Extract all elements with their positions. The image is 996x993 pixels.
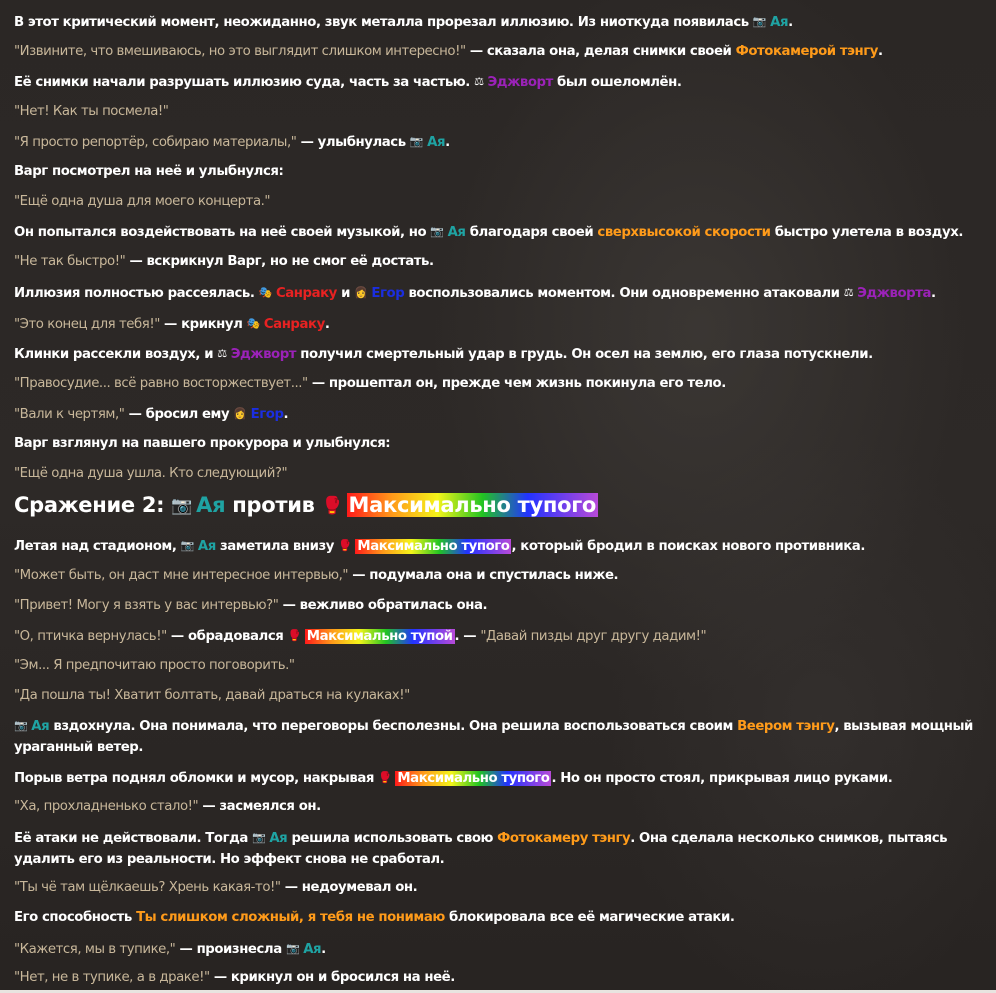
character-aya: Ая — [197, 539, 216, 554]
item-tengu-camera: Фотокамеру тэнгу — [497, 831, 631, 846]
camera-icon: 📷 — [14, 719, 28, 732]
paragraph: Варг посмотрел на неё и улыбнулся: — [14, 164, 284, 179]
paragraph: "О, птичка вернулась!" — обрадовался 🥊 Максимально тупой . — "Давай пизды друг другу дадим!" — [14, 629, 707, 644]
character-aya: Ая — [269, 831, 288, 846]
camera-icon: 📷 — [409, 135, 424, 148]
paragraph: 📷 Ая вздохнула. Она понимала, что переговоры бесполезны. Она решила воспользоваться своим Веером тэнгу, вызывая мощный ураганный ветер. — [14, 719, 973, 755]
paragraph: "Правосудие... всё равно восторжествует..." — прошептал он, прежде чем жизнь покинула его тело. — [14, 376, 726, 391]
paragraph: "Да пошла ты! Хватит болтать, давай драться на кулаках!" — [14, 688, 410, 703]
character-max-dumb: Максимально тупого — [397, 771, 550, 786]
paragraph: "Вали к чертям," — бросил ему 👩 Егор. — [14, 407, 289, 422]
item-tengu-fan: Веером тэнгу — [737, 719, 835, 734]
paragraph: "Нет! Как ты посмела!" — [14, 104, 169, 119]
character-edgeworth: Эджворт — [487, 75, 553, 90]
character-sanraku: Санраку — [275, 286, 337, 301]
ability-super-speed: сверхвысокой скорости — [597, 225, 771, 240]
character-aya: Ая — [447, 225, 466, 240]
paragraph: Летая над стадионом, 📷 Ая заметила внизу 🥊 Максимально тупого , который бродил в поисках нового противника. — [14, 539, 865, 554]
character-edgeworth: Эджворт — [230, 347, 297, 362]
character-aya: Ая — [770, 15, 789, 30]
paragraph: Варг взглянул на павшего прокурора и улыбнулся: — [14, 436, 391, 451]
paragraph: "Эм... Я предпочитаю просто поговорить." — [14, 658, 295, 673]
character-max-dumb: Максимально тупого — [357, 539, 510, 554]
paragraph: В этот критический момент, неожиданно, звук металла прорезал иллюзию. Из ниоткуда появилась 📷 Ая. — [14, 15, 793, 30]
camera-icon: 📷 — [180, 539, 194, 552]
character-aya: Ая — [31, 719, 50, 734]
paragraph: "Это конец для тебя!" — крикнул 🎭 Санраку. — [14, 317, 330, 332]
character-max-dumb: Максимально тупой — [306, 629, 453, 644]
camera-icon: 📷 — [252, 831, 266, 844]
character-egor: Егор — [250, 407, 284, 422]
character-egor: Егор — [371, 286, 405, 301]
paragraph: Клинки рассекли воздух, и ⚖ Эджворт получил смертельный удар в грудь. Он осел на землю, его глаза потускнели. — [14, 347, 873, 362]
character-max-dumb: Максимально тупого — [348, 493, 597, 517]
paragraph: "Ты чё там щёлкаешь? Хрень какая-то!" — недоумевал он. — [14, 880, 418, 895]
camera-icon: 📷 — [430, 225, 444, 238]
scales-icon: ⚖ — [843, 286, 854, 299]
masks-icon: 🎭 — [258, 286, 272, 299]
paragraph: Её атаки не действовали. Тогда 📷 Ая решила использовать свою Фотокамеру тэнгу. Она сделала несколько снимков, пытаясь удалить его из реальности. Но эффект снова не сработал. — [14, 831, 948, 867]
boxing-glove-icon: 🥊 — [378, 771, 392, 784]
scales-icon: ⚖ — [474, 75, 484, 88]
paragraph: "Кажется, мы в тупике," — произнесла 📷 Ая. — [14, 942, 326, 957]
section-heading: Сражение 2: 📷 Ая против 🥊 Максимально тупого — [14, 493, 597, 517]
paragraph: "Я просто репортёр, собираю материалы," — улыбнулась 📷 Ая. — [14, 135, 450, 150]
boxing-glove-icon: 🥊 — [287, 629, 301, 642]
paragraph: "Привет! Могу я взять у вас интервью?" — вежливо обратилась она. — [14, 598, 488, 613]
camera-icon: 📷 — [752, 15, 767, 28]
ability-too-complex: Ты слишком сложный, я тебя не понимаю — [136, 910, 445, 925]
camera-icon: 📷 — [285, 942, 300, 955]
paragraph: Он попытался воздействовать на неё своей музыкой, но 📷 Ая благодаря своей сверхвысокой скорости быстро улетела в воздух. — [14, 225, 963, 240]
character-aya: Ая — [427, 135, 446, 150]
paragraph: "Может быть, он даст мне интересное интервью," — подумала она и спустилась ниже. — [14, 568, 619, 583]
paragraph: "Извините, что вмешиваюсь, но это выглядит слишком интересно!" — сказала она, делая снимки своей Фотокамерой тэнгу. — [14, 44, 883, 59]
character-edgeworth: Эджворта — [857, 286, 932, 301]
scales-icon: ⚖ — [217, 347, 227, 360]
boxing-glove-icon: 🥊 — [321, 496, 343, 516]
character-aya: Ая — [196, 493, 226, 517]
paragraph: "Ещё одна душа для моего концерта." — [14, 194, 271, 209]
paragraph: Иллюзия полностью рассеялась. 🎭 Санраку и 👩 Егор воспользовались моментом. Они одновременно атаковали ⚖ Эджворта. — [14, 286, 936, 301]
paragraph: Его способность Ты слишком сложный, я тебя не понимаю блокировала все её магические атаки. — [14, 910, 735, 925]
paragraph: Порыв ветра поднял обломки и мусор, накрывая 🥊 Максимально тупого . Но он просто стоял, прикрывая лицо руками. — [14, 771, 893, 786]
boxing-glove-icon: 🥊 — [338, 539, 352, 552]
person-icon: 👩 — [233, 407, 247, 420]
paragraph: "Не так быстро!" — вскрикнул Варг, но не смог её достать. — [14, 254, 434, 269]
character-sanraku: Санраку — [263, 317, 325, 332]
person-icon: 👩 — [354, 286, 368, 299]
masks-icon: 🎭 — [246, 317, 260, 330]
paragraph: "Ещё одна душа ушла. Кто следующий?" — [14, 466, 288, 481]
paragraph: Её снимки начали разрушать иллюзию суда, часть за частью. ⚖ Эджворт был ошеломлён. — [14, 75, 682, 90]
item-tengu-camera: Фотокамерой тэнгу — [735, 44, 878, 59]
camera-icon: 📷 — [171, 496, 193, 516]
paragraph: "Ха, прохладненько стало!" — засмеялся он. — [14, 799, 321, 814]
character-aya: Ая — [303, 942, 322, 957]
paragraph: "Нет, не в тупике, а в драке!" — крикнул он и бросился на неё. — [14, 970, 455, 985]
